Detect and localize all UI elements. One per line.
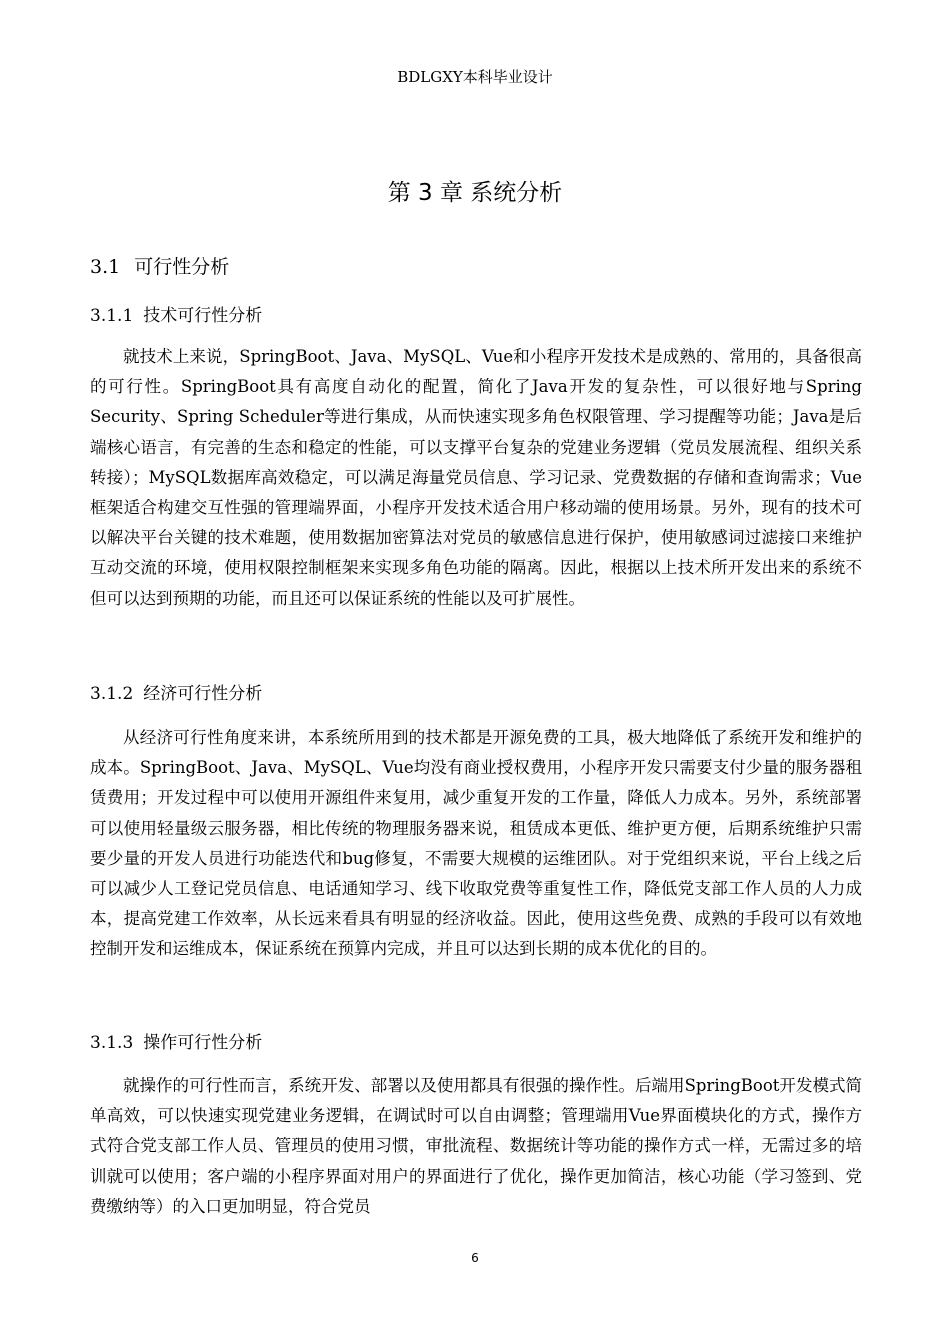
paragraph-economic: 从经济可行性角度来讲，本系统所用到的技术都是开源免费的工具，极大地降低了系统开发和维护的成本。SpringBoot、Java、MySQL、Vue均没有商业授权费用，小程序开发只需要支付少量的服务器租赁费用；开发过程中可以使用开源组件来复用，减少重复开发的工作量，降低人力成本。另外，系统部署可以使用轻量级云服务器，相比传统的物理服务器来说，租赁成本更低、维护更方便，后期系统维护只需要少量的开发人员进行功能迭代和bug修复，不需要大规模的运维团队。对于党组织来说，平台上线之后可以减少人工登记党员信息、电话通知学习、线下收取党费等重复性工作，降低党支部工作人员的人力成本，提高党建工作效率，从长远来看具有明显的经济收益。因此，使用这些免费、成熟的手段可以有效地控制开发和运维成本，保证系统在预算内完成，并且可以达到长期的成本优化的目的。 [90, 728, 862, 959]
subsection-title: 技术可行性分析 [143, 306, 263, 326]
running-header: BDLGXY本科毕业设计 [397, 68, 553, 86]
chapter-title: 第 3 章 系统分析 [387, 180, 563, 206]
paragraph-technical: 就技术上来说，SpringBoot、Java、MySQL、Vue和小程序开发技术是成熟的、常用的，具备很高的可行性。SpringBoot具有高度自动化的配置，简化了Java开发的复杂性，可以很好地与Spring Security、Spring Scheduler等进行集成，从而快速实现多角色权限管理、学习提醒等功能；Java是后端核心语言，有完善的生态和稳定的性能，可以支撑平台复杂的党建业务逻辑（党员发展流程、组织关系转接）；MySQL数据库高效稳定，可以满足海量党员信息、学习记录、党费数据的存储和查询需求；Vue框架适合构建交互性强的管理端界面，小程序开发技术适合用户移动端的使用场景。另外，现有的技术可以解决平台关键的技术难题，使用数据加密算法对党员的敏感信息进行保护，使用敏感词过滤接口来维护互动交流的环境，使用权限控制框架来实现多角色功能的隔离。因此，根据以上技术所开发出来的系统不但可以达到预期的功能，而且还可以保证系统的性能以及可扩展性。 [90, 347, 862, 608]
section-number: 3.1 [90, 256, 121, 278]
section-heading [90, 252, 229, 282]
subsection-number: 3.1.2 [90, 684, 134, 704]
subsection-title: 操作可行性分析 [143, 1033, 263, 1053]
subsection-heading-technical [90, 302, 262, 330]
section-title: 可行性分析 [134, 256, 230, 278]
paragraph-operational: 就操作的可行性而言，系统开发、部署以及使用都具有很强的操作性。后端用SpringBoot开发模式简单高效，可以快速实现党建业务逻辑，在调试时可以自由调整；管理端用Vue界面模块化的方式，操作方式符合党支部工作人员、管理员的使用习惯，审批流程、数据统计等功能的操作方式一样，无需过多的培训就可以使用；客户端的小程序界面对用户的界面进行了优化，操作更加简洁，核心功能（学习签到、党费缴纳等）的入口更加明显，符合党员 [90, 1076, 862, 1216]
subsection-number: 3.1.1 [90, 306, 134, 326]
subsection-title: 经济可行性分析 [143, 684, 263, 704]
page-number: 6 [471, 1251, 479, 1265]
subsection-number: 3.1.3 [90, 1033, 134, 1053]
subsection-heading-economic [90, 680, 262, 708]
subsection-heading-operational [90, 1029, 262, 1057]
